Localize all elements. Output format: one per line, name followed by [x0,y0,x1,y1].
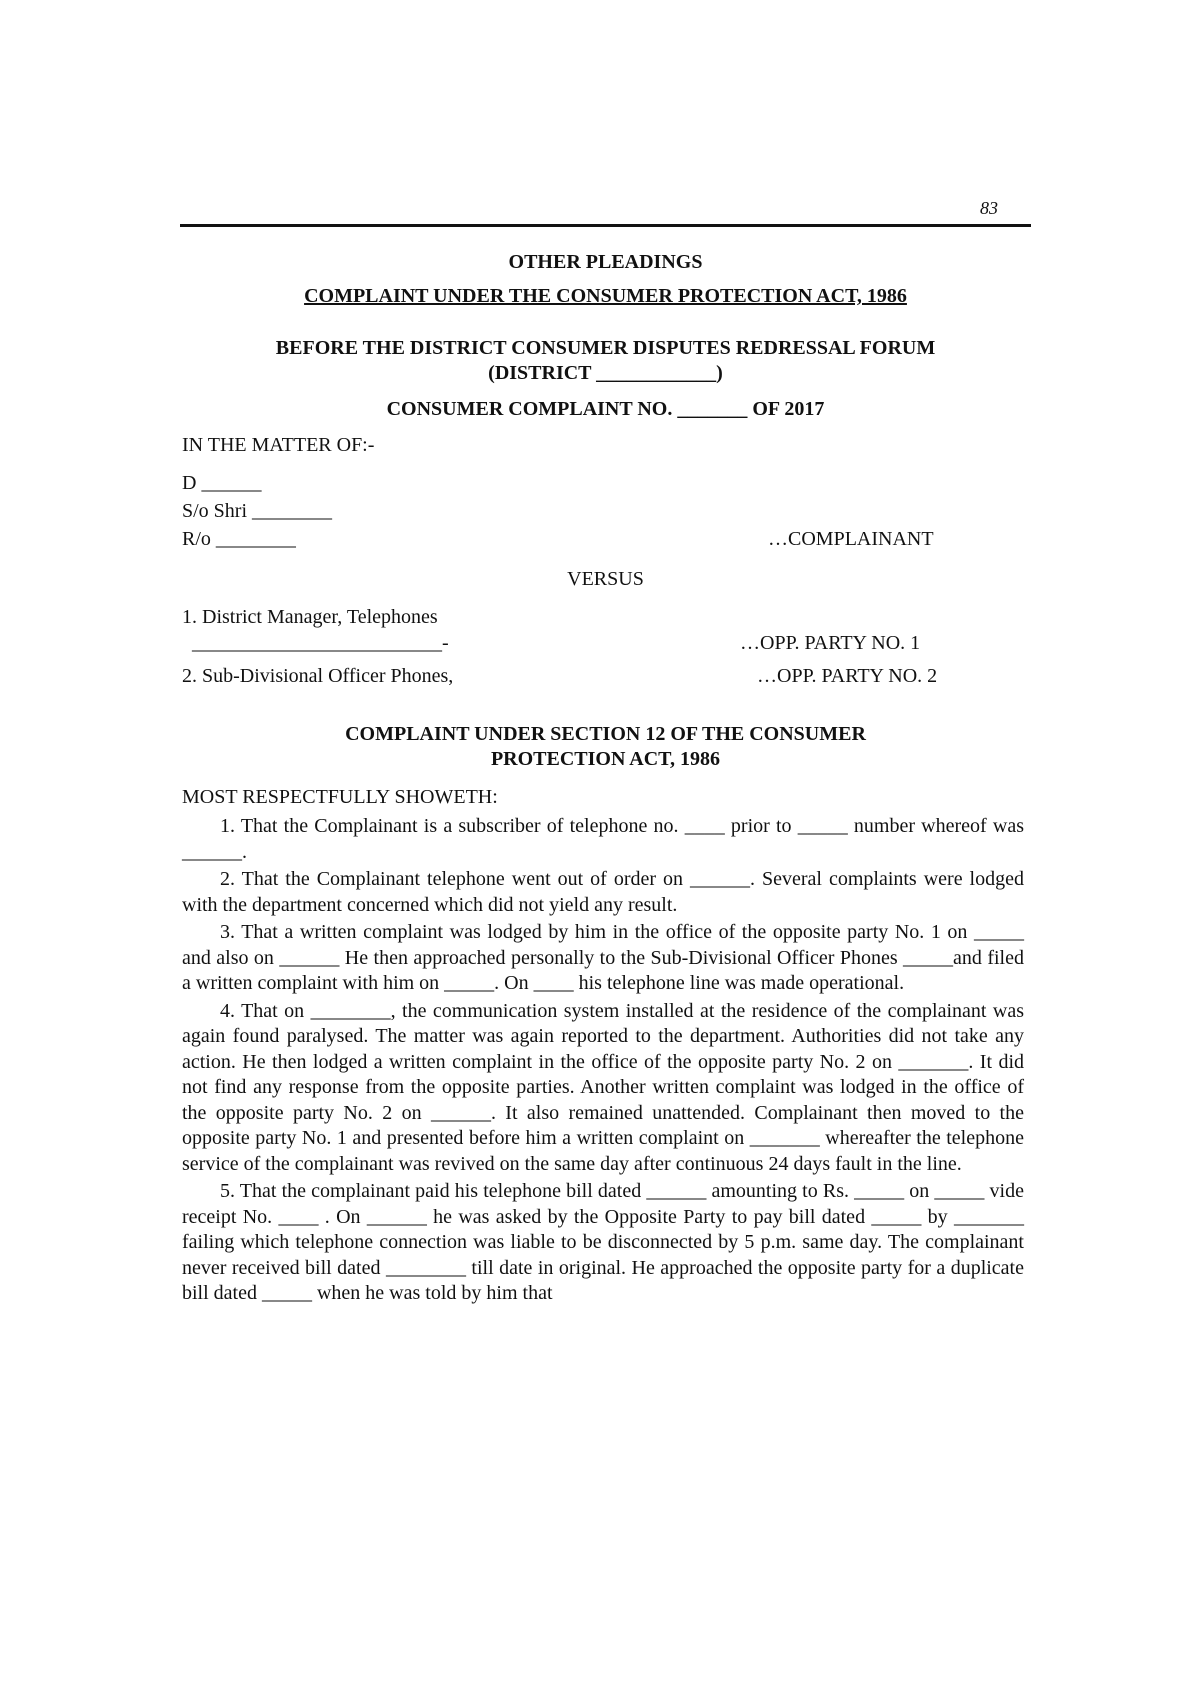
section-title: OTHER PLEADINGS [508,251,703,273]
matter-label: IN THE MATTER OF:- [182,434,375,456]
opp-party-2-label: …OPP. PARTY NO. 2 [757,665,938,687]
section-heading-line-1: COMPLAINT UNDER SECTION 12 OF THE CONSUMER [345,723,866,745]
complainant-label: …COMPLAINANT [768,528,934,550]
section-heading-line-2: PROTECTION ACT, 1986 [490,748,721,770]
opp-party-2-name: 2. Sub-Divisional Officer Phones, [182,665,454,687]
paragraph-5: 5. That the complainant paid his telephone bill dated ______ amounting to Rs. _____ on _____ vide receipt No. ____ . On ______ he was asked by the Opposite Party to pay bill dated _____ by _______ failing which telephone connection was liable to be disconnected by 5 p.m. same day. The complainant never received bill dated ________ till date in original. He approached the opposite party for a duplicate bill dated _____ when he was told by him that [182,1180,1024,1304]
opp-party-1-blank: _________________________- [192,632,449,654]
page-number: 83 [980,198,998,218]
opp-party-1-name: 1. District Manager, Telephones [182,606,438,628]
complaint-number: CONSUMER COMPLAINT NO. _______ OF 2017 [386,398,825,420]
paragraph-4: 4. That on ________, the communication system installed at the residence of the complainant was again found paralysed. The matter was again reported to the department. Authorities did not take any action. He then lodged a written complaint in the office of the opposite party No. 2 on _______. It did not find any response from the opposite parties. Another written complaint was lodged in the office of the opposite party No. 2 on ______. It also remained unattended. Complainant then moved to the opposite party No. 1 and presented before him a written complaint on _______ whereafter the telephone service of the complainant was revived on the same day after continuous 24 days fault in the line. [182,999,1024,1175]
versus: VERSUS [567,568,644,590]
district-line: (DISTRICT ____________) [488,362,723,384]
complaint-title: COMPLAINT UNDER THE CONSUMER PROTECTION ACT, 1986 [304,285,907,307]
header-rule [180,224,1031,227]
paragraph-3: 3. That a written complaint was lodged by him in the office of the opposite party No. 1 on _____ and also on ______ He then approached personally to the Sub-Divisional Officer Phones _____and filed a written complaint with him on _____. On ____ his telephone line was made operational. [182,921,1024,994]
complainant-resident: R/o ________ [182,528,296,550]
showeth-label: MOST RESPECTFULLY SHOWETH: [182,786,498,808]
complaint-paragraphs [182,814,1024,1309]
paragraph-2: 2. That the Complainant telephone went out of order on ______. Several complaints were lodged with the department concerned which did not yield any result. [182,868,1024,916]
paragraph-1: 1. That the Complainant is a subscriber of telephone no. ____ prior to _____ number whereof was ______. [182,815,1024,863]
complainant-son-of: S/o Shri ________ [182,500,333,522]
opp-party-1-label: …OPP. PARTY NO. 1 [740,632,921,654]
forum-title: BEFORE THE DISTRICT CONSUMER DISPUTES REDRESSAL FORUM [275,337,936,359]
complainant-name: D ______ [182,472,262,494]
